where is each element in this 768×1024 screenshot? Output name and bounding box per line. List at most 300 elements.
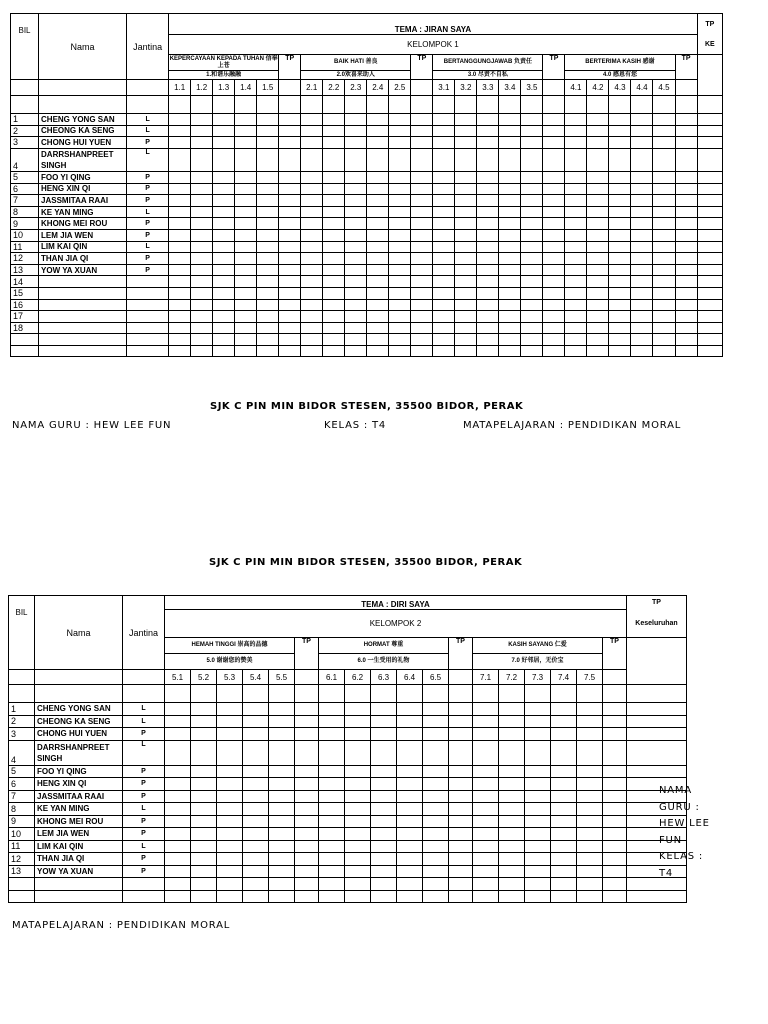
- blank-cell: [603, 685, 627, 703]
- score-cell: [295, 803, 319, 816]
- blank-cell: [243, 878, 269, 891]
- student-gender: P: [127, 264, 169, 276]
- score-cell: [577, 715, 603, 728]
- blank-cell: [257, 299, 279, 311]
- score-cell: [235, 137, 257, 149]
- score-cell: [627, 740, 687, 765]
- student-name: CHENG YONG SAN: [39, 114, 127, 126]
- table-row: [9, 728, 687, 741]
- score-cell: [477, 114, 499, 126]
- blank-cell: [191, 878, 217, 891]
- student-name: LIM KAI QIN: [39, 241, 127, 253]
- score-cell: [301, 195, 323, 207]
- score-cell: [521, 137, 543, 149]
- score-cell: [433, 125, 455, 137]
- blank-cell: [455, 287, 477, 299]
- blank-cell: [697, 322, 722, 334]
- student-number: 7: [9, 790, 35, 803]
- score-cell: [367, 206, 389, 218]
- header-tema: TEMA : DIRI SAYA: [165, 596, 627, 610]
- score-cell: [565, 253, 587, 265]
- blank-jantina: [123, 670, 165, 685]
- score-cell: [411, 218, 433, 230]
- blank-cell: [477, 96, 499, 114]
- score-cell: [477, 148, 499, 171]
- score-cell: [235, 229, 257, 241]
- score-cell: [165, 715, 191, 728]
- score-cell: [675, 218, 697, 230]
- blank-cell: [587, 345, 609, 357]
- blank-cell: [345, 334, 367, 346]
- blank-cell: [35, 890, 123, 903]
- score-cell: [631, 171, 653, 183]
- score-cell: [697, 137, 722, 149]
- blank-cell: [301, 287, 323, 299]
- student-gender: L: [123, 803, 165, 816]
- score-cell: [217, 853, 243, 866]
- score-cell: [521, 218, 543, 230]
- score-cell: [319, 790, 345, 803]
- score-cell: [269, 790, 295, 803]
- score-cell: [269, 765, 295, 778]
- score-cell: [165, 728, 191, 741]
- score-cell: [551, 828, 577, 841]
- blank-cell: [609, 311, 631, 323]
- blank-cell: [301, 334, 323, 346]
- score-cell: [191, 253, 213, 265]
- header-jantina: Jantina: [123, 596, 165, 670]
- blank-cell: [455, 299, 477, 311]
- student-name: FOO YI QING: [39, 171, 127, 183]
- score-cell: [397, 715, 423, 728]
- score-cell: [525, 715, 551, 728]
- score-cell: [499, 114, 521, 126]
- table-row: [9, 670, 687, 685]
- score-cell: [433, 148, 455, 171]
- tp-cell: [411, 80, 433, 96]
- score-cell: [301, 148, 323, 171]
- score-cell: [279, 114, 301, 126]
- table-row: [9, 790, 687, 803]
- student-number: 10: [9, 828, 35, 841]
- blank-cell: [35, 878, 123, 891]
- score-cell: [165, 865, 191, 878]
- blank-cell: [499, 96, 521, 114]
- score-cell: [603, 728, 627, 741]
- score-cell: [191, 765, 217, 778]
- score-cell: [345, 206, 367, 218]
- score-cell: [269, 703, 295, 716]
- score-cell: [295, 815, 319, 828]
- score-cell: [411, 125, 433, 137]
- score-cell: [653, 229, 675, 241]
- blank-cell: [525, 878, 551, 891]
- student-name: HENG XIN QI: [35, 778, 123, 791]
- score-cell: [301, 218, 323, 230]
- blank-cell: [449, 890, 473, 903]
- score-cell: [279, 218, 301, 230]
- blank-cell: [367, 287, 389, 299]
- value-name-2: BAIK HATI 善良: [301, 55, 411, 71]
- blank-cell: [477, 345, 499, 357]
- score-cell: [191, 171, 213, 183]
- student-name: KE YAN MING: [35, 803, 123, 816]
- score-cell: [367, 229, 389, 241]
- blank-cell: [191, 287, 213, 299]
- blank-cell: [127, 299, 169, 311]
- blank-cell: [521, 287, 543, 299]
- score-cell: [217, 828, 243, 841]
- score-cell: [191, 740, 217, 765]
- score-cell: [213, 253, 235, 265]
- side-name-2: FUN: [659, 834, 682, 846]
- value-tp-4: TP: [675, 55, 697, 80]
- blank-cell: [675, 334, 697, 346]
- score-cell: [525, 865, 551, 878]
- score-cell: [397, 815, 423, 828]
- score-cell: [587, 253, 609, 265]
- blank-cell: [473, 890, 499, 903]
- score-cell: [697, 241, 722, 253]
- score-cell: [345, 740, 371, 765]
- blank-cell: [521, 276, 543, 288]
- value-tp-3: TP: [603, 638, 627, 670]
- score-cell: [411, 171, 433, 183]
- blank-cell: [295, 890, 319, 903]
- blank-cell: [191, 890, 217, 903]
- blank-cell: [319, 878, 345, 891]
- score-cell: [257, 206, 279, 218]
- score-cell: [345, 137, 367, 149]
- sub-value-code: 5.1: [165, 670, 191, 685]
- sub-value-code: 2.2: [323, 80, 345, 96]
- blank-cell: [499, 299, 521, 311]
- score-cell: [587, 241, 609, 253]
- score-cell: [603, 865, 627, 878]
- tp-cell: [279, 80, 301, 96]
- blank-cell: [455, 334, 477, 346]
- blank-cell: [675, 96, 697, 114]
- score-cell: [609, 171, 631, 183]
- score-cell: [587, 229, 609, 241]
- score-cell: [543, 241, 565, 253]
- score-cell: [397, 778, 423, 791]
- score-cell: [631, 137, 653, 149]
- score-cell: [367, 241, 389, 253]
- student-gender: P: [127, 229, 169, 241]
- subject-label-2: MATAPELAJARAN : PENDIDIKAN MORAL: [12, 920, 231, 931]
- blank-cell: [653, 96, 675, 114]
- blank-cell: [323, 276, 345, 288]
- score-cell: [423, 765, 449, 778]
- blank-cell: [319, 890, 345, 903]
- score-cell: [521, 241, 543, 253]
- table-row: [9, 865, 687, 878]
- value-name-1: KEPERCAYAAN KEPADA TUHAN 信奉上苍: [169, 55, 278, 69]
- blank-cell: [609, 322, 631, 334]
- score-cell: [295, 828, 319, 841]
- score-cell: [603, 715, 627, 728]
- score-cell: [525, 740, 551, 765]
- score-cell: [675, 148, 697, 171]
- score-cell: [279, 264, 301, 276]
- sub-value-code: 7.3: [525, 670, 551, 685]
- table-row: [11, 241, 723, 253]
- score-cell: [603, 740, 627, 765]
- score-cell: [389, 148, 411, 171]
- value-subtitle-3: 3.0 尽责不自私: [433, 71, 543, 80]
- sub-value-code: 6.3: [371, 670, 397, 685]
- blank-cell: [367, 299, 389, 311]
- score-cell: [319, 740, 345, 765]
- score-cell: [243, 715, 269, 728]
- blank-cell: [423, 685, 449, 703]
- score-cell: [411, 195, 433, 207]
- blank-cell: [165, 878, 191, 891]
- score-cell: [295, 703, 319, 716]
- student-gender: P: [127, 195, 169, 207]
- score-cell: [609, 241, 631, 253]
- table-row: [9, 803, 687, 816]
- table-row: [11, 276, 723, 288]
- student-number: 3: [9, 728, 35, 741]
- score-cell: [675, 229, 697, 241]
- student-name: CHONG HUI YUEN: [39, 137, 127, 149]
- student-number: 9: [9, 815, 35, 828]
- score-cell: [345, 253, 367, 265]
- score-cell: [675, 241, 697, 253]
- score-cell: [543, 229, 565, 241]
- score-cell: [653, 253, 675, 265]
- score-cell: [165, 740, 191, 765]
- score-cell: [473, 865, 499, 878]
- blank-cell: [39, 345, 127, 357]
- score-cell: [449, 803, 473, 816]
- score-cell: [217, 790, 243, 803]
- score-cell: [319, 840, 345, 853]
- blank-cell: [609, 299, 631, 311]
- score-cell: [423, 853, 449, 866]
- score-cell: [319, 803, 345, 816]
- sub-value-code: 2.3: [345, 80, 367, 96]
- blank-cell: [257, 276, 279, 288]
- sub-value-code: 5.3: [217, 670, 243, 685]
- score-cell: [371, 778, 397, 791]
- score-cell: [499, 148, 521, 171]
- score-cell: [473, 728, 499, 741]
- score-cell: [551, 740, 577, 765]
- student-number: 4: [9, 740, 35, 765]
- student-gender: P: [123, 790, 165, 803]
- score-cell: [191, 218, 213, 230]
- score-cell: [191, 828, 217, 841]
- student-number: 5: [11, 171, 39, 183]
- score-cell: [577, 740, 603, 765]
- score-cell: [525, 703, 551, 716]
- blank-cell: [675, 345, 697, 357]
- blank-cell: [543, 299, 565, 311]
- score-cell: [279, 125, 301, 137]
- blank-cell: [323, 345, 345, 357]
- score-cell: [577, 815, 603, 828]
- blank-cell: [235, 345, 257, 357]
- tp-cell: [543, 80, 565, 96]
- blank-cell: [235, 334, 257, 346]
- score-cell: [631, 218, 653, 230]
- score-cell: [499, 241, 521, 253]
- blank-cell: [389, 334, 411, 346]
- score-cell: [213, 264, 235, 276]
- score-cell: [609, 253, 631, 265]
- blank-cell: [323, 287, 345, 299]
- blank-cell: [433, 299, 455, 311]
- blank-cell: [477, 276, 499, 288]
- blank-cell: [123, 890, 165, 903]
- student-gender: P: [127, 137, 169, 149]
- score-cell: [565, 229, 587, 241]
- score-cell: [587, 183, 609, 195]
- score-cell: [371, 728, 397, 741]
- score-cell: [477, 264, 499, 276]
- score-cell: [473, 790, 499, 803]
- blank-cell: [411, 345, 433, 357]
- student-name: FOO YI QING: [35, 765, 123, 778]
- blank-cell: [631, 322, 653, 334]
- blank-cell: [521, 322, 543, 334]
- blank-cell: [257, 334, 279, 346]
- sub-value-code: 5.4: [243, 670, 269, 685]
- student-number: 3: [11, 137, 39, 149]
- score-cell: [217, 778, 243, 791]
- blank-cell: [455, 345, 477, 357]
- blank-cell: [433, 322, 455, 334]
- score-cell: [551, 803, 577, 816]
- blank-cell: [477, 322, 499, 334]
- score-cell: [295, 778, 319, 791]
- score-cell: [499, 137, 521, 149]
- score-cell: [269, 865, 295, 878]
- blank-cell: [127, 96, 169, 114]
- score-cell: [449, 828, 473, 841]
- score-cell: [565, 148, 587, 171]
- score-cell: [477, 137, 499, 149]
- blank-cell: [11, 334, 39, 346]
- table-row: [11, 264, 723, 276]
- table-row: [11, 322, 723, 334]
- score-cell: [165, 790, 191, 803]
- score-cell: [323, 148, 345, 171]
- score-cell: [627, 728, 687, 741]
- blank-cell: [455, 276, 477, 288]
- blank-cell: [411, 311, 433, 323]
- score-cell: [577, 853, 603, 866]
- score-cell: [675, 206, 697, 218]
- score-cell: [697, 264, 722, 276]
- blank-cell: [191, 276, 213, 288]
- score-cell: [565, 183, 587, 195]
- score-cell: [371, 865, 397, 878]
- score-cell: [243, 853, 269, 866]
- score-cell: [433, 195, 455, 207]
- score-cell: [235, 171, 257, 183]
- score-cell: [473, 778, 499, 791]
- score-cell: [609, 206, 631, 218]
- score-cell: [499, 125, 521, 137]
- score-cell: [235, 218, 257, 230]
- score-cell: [257, 195, 279, 207]
- score-cell: [213, 171, 235, 183]
- score-cell: [345, 840, 371, 853]
- tp-cell: [295, 670, 319, 685]
- score-cell: [473, 765, 499, 778]
- blank-cell: [127, 276, 169, 288]
- score-cell: [213, 114, 235, 126]
- score-cell: [295, 728, 319, 741]
- sub-value-code: 7.1: [473, 670, 499, 685]
- score-cell: [653, 171, 675, 183]
- student-number: 12: [9, 853, 35, 866]
- score-cell: [191, 840, 217, 853]
- student-name: THAN JIA QI: [35, 853, 123, 866]
- score-cell: [235, 114, 257, 126]
- score-cell: [191, 703, 217, 716]
- score-cell: [473, 840, 499, 853]
- student-gender: P: [123, 828, 165, 841]
- score-cell: [543, 264, 565, 276]
- score-cell: [587, 137, 609, 149]
- blank-cell: [565, 299, 587, 311]
- score-cell: [697, 148, 722, 171]
- score-cell: [269, 778, 295, 791]
- blank-cell: [631, 299, 653, 311]
- header-nama: Nama: [35, 596, 123, 670]
- blank-cell: [551, 890, 577, 903]
- score-cell: [565, 137, 587, 149]
- blank-cell: [39, 96, 127, 114]
- table-row: [11, 114, 723, 126]
- blank-cell: [397, 890, 423, 903]
- score-cell: [477, 229, 499, 241]
- student-gender: L: [127, 125, 169, 137]
- blank-cell: [397, 878, 423, 891]
- blank-cell: [301, 345, 323, 357]
- blank-cell: [653, 311, 675, 323]
- blank-cell: [191, 345, 213, 357]
- score-cell: [455, 114, 477, 126]
- score-cell: [525, 765, 551, 778]
- blank-cell: [433, 345, 455, 357]
- score-cell: [217, 815, 243, 828]
- score-cell: [411, 206, 433, 218]
- blank-cell: [455, 311, 477, 323]
- score-cell: [697, 253, 722, 265]
- score-cell: [345, 114, 367, 126]
- score-cell: [499, 828, 525, 841]
- score-cell: [449, 790, 473, 803]
- blank-cell: [551, 685, 577, 703]
- record-table-kelompok-1: [10, 13, 723, 357]
- score-cell: [631, 114, 653, 126]
- blank-nama: [39, 80, 127, 96]
- blank-cell: [653, 287, 675, 299]
- score-cell: [279, 148, 301, 171]
- score-cell: [521, 171, 543, 183]
- blank-cell: [323, 334, 345, 346]
- score-cell: [587, 206, 609, 218]
- score-cell: [455, 183, 477, 195]
- score-cell: [577, 840, 603, 853]
- score-cell: [367, 148, 389, 171]
